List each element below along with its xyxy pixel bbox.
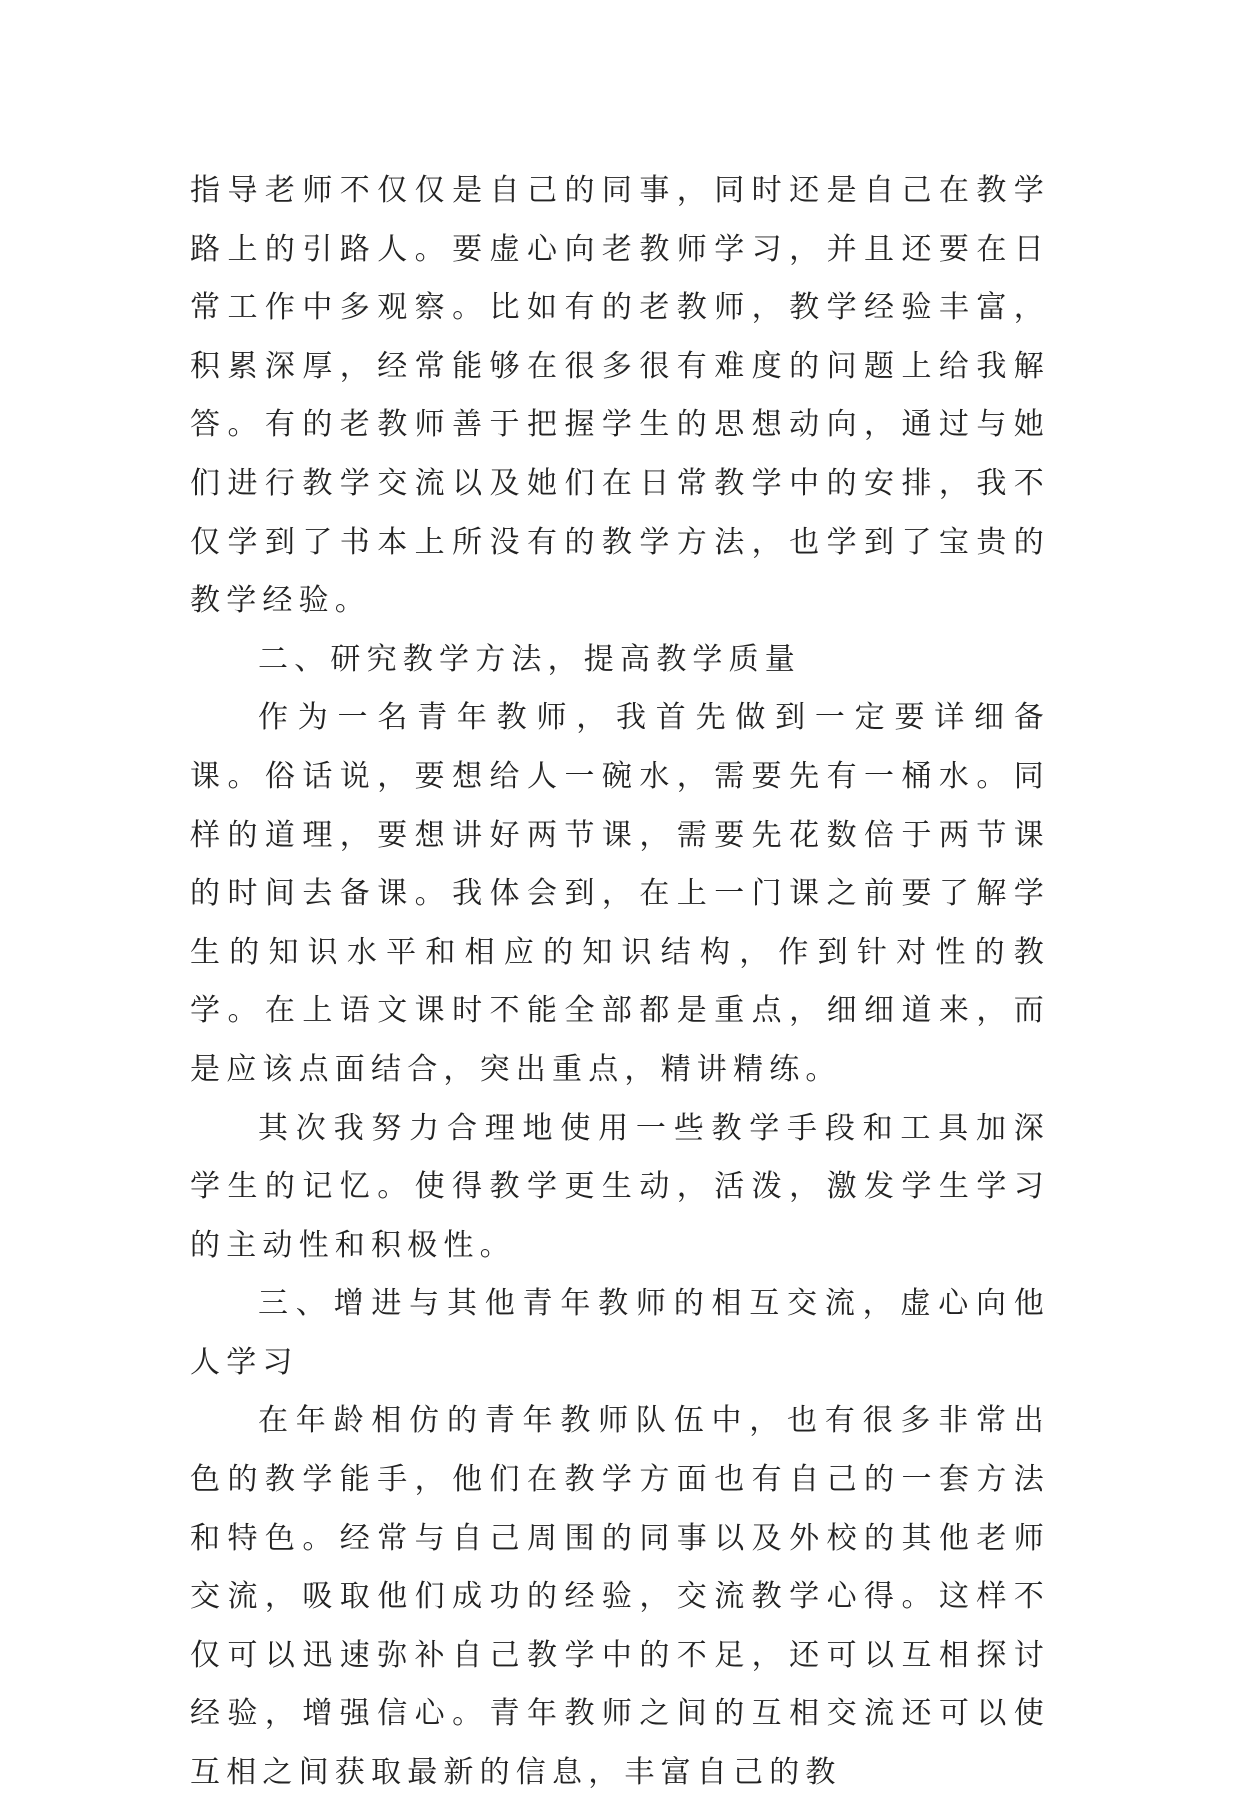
section-heading-peer-exchange: 三、增进与其他青年教师的相互交流，虚心向他人学习 bbox=[190, 1286, 1050, 1380]
paragraph-teacher-guidance: 指导老师不仅仅是自己的同事，同时还是自己在教学路上的引路人。要虚心向老教师学习，并且还要在日常工作中多观察。比如有的老教师，教学经验丰富，积累深厚，经常能够在很多很有难度的问题上给我解答。有的老教师善于把握学生的思想动向，通过与她们进行教学交流以及她们在日常教学中的安排，我不仅学到了书本上所没有的教学方法，也学到了宝贵的教学经验。 bbox=[190, 173, 1050, 619]
paragraph-lesson-preparation: 作为一名青年教师，我首先做到一定要详细备课。俗话说，要想给人一碗水，需要先有一桶水。同样的道理，要想讲好两节课，需要先花数倍于两节课的时间去备课。我体会到，在上一门课之前要了解学生的知识水平和相应的知识结构，作到针对性的教学。在上语文课时不能全部都是重点，细细道来，而是应该点面结合，突出重点，精讲精练。 bbox=[190, 700, 1050, 1087]
document-body bbox=[190, 162, 1050, 1803]
paragraph-peer-learning: 在年龄相仿的青年教师队伍中，也有很多非常出色的教学能手，他们在教学方面也有自己的一套方法和特色。经常与自己周围的同事以及外校的其他老师交流，吸取他们成功的经验，交流教学心得。这样不仅可以迅速弥补自己教学中的不足，还可以互相探讨经验，增强信心。青年教师之间的互相交流还可以使互相之间获取最新的信息，丰富自己的教 bbox=[190, 1403, 1050, 1791]
paragraph-teaching-tools: 其次我努力合理地使用一些教学手段和工具加深学生的记忆。使得教学更生动，活泼，激发学生学习的主动性和积极性。 bbox=[190, 1110, 1050, 1263]
section-heading-teaching-methods: 二、研究教学方法，提高教学质量 bbox=[258, 641, 801, 677]
